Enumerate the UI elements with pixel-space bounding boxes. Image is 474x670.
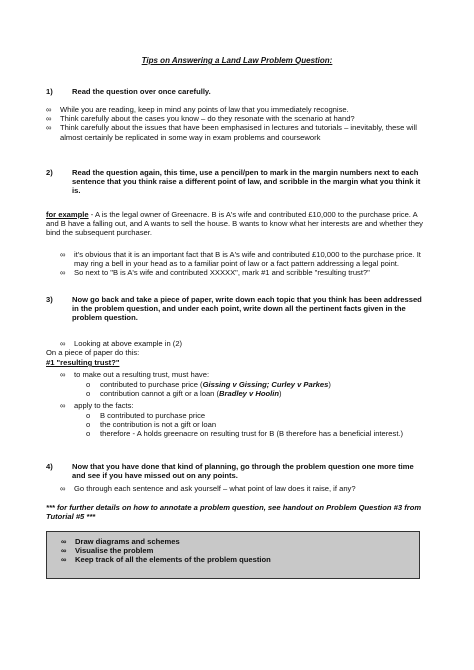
list-item: o B contributed to purchase price: [86, 411, 206, 420]
bullet-icon: ∞: [60, 484, 66, 493]
example-bullets: [60, 250, 426, 278]
list-item: ∞ Think carefully about the issues that have been emphasised in lectures and tutorials – inevitably, these will almost certainly be replicated in some way in exam problems and coursework: [46, 123, 417, 142]
example-text: - A is the legal owner of Greenacre. B is A's wife and contributed £10,000 to the purchase price. A and B have a falling out, and A wants to sell the house. B wants to know what her interests are and whether they bind the subsequent purchaser.: [46, 210, 423, 238]
bullet-icon: ∞: [46, 114, 52, 124]
list-item: ∞ Go through each sentence and ask yourself – what point of law does it raise, if any?: [60, 484, 356, 493]
further-details-note: *** for further details on how to annotate a problem question, see handout on Problem Question #3 from Tutorial #5 ***: [46, 503, 422, 522]
step-4-heading: [46, 462, 426, 482]
list-item: ∞ it's obvious that it is an important fact that B is A's wife and contributed £10,000 to the purchase price. It may ring a bell in your head as to a familiar point of law or a fact pattern addressing a legal point.: [60, 250, 421, 269]
step-number: 4): [46, 462, 53, 471]
example-paragraph: [46, 210, 426, 238]
bullet-icon: ∞: [60, 401, 66, 410]
step-2-heading: [46, 168, 426, 198]
case-citation: Gissing v Gissing; Curley v Parkes: [202, 380, 329, 389]
point-label: #1 "resulting trust?": [46, 358, 120, 367]
step-heading-text: Read the question again, this time, use a pencil/pen to mark in the margin numbers next to each sentence that you think raise a different point of law, and scribble in the margin what you think it is.: [72, 168, 421, 196]
requirements-list: [86, 380, 426, 398]
bullet-icon: ∞: [46, 105, 52, 114]
step-heading-text: Now go back and take a piece of paper, write down each topic that you think has been addressed in the problem question, and under each point, write down all the pertinent facts given in the problem question.: [72, 295, 422, 323]
bullet-icon: ∞: [60, 268, 66, 278]
bullet-icon: ∞: [60, 250, 66, 259]
list-item: o therefore - A holds greenacre on resulting trust for B (B therefore has a beneficial interest.): [86, 429, 404, 439]
list-item: ∞ Visualise the problem: [61, 546, 154, 556]
bullet-icon: ∞: [61, 555, 67, 565]
step-number: 1): [46, 87, 53, 96]
step-heading-text: Now that you have done that kind of planning, go through the problem question one more time and see if you have missed out on any points.: [72, 462, 414, 481]
list-item: o contributed to purchase price (Gissing v Gissing; Curley v Parkes): [86, 380, 331, 389]
summary-box: [46, 531, 420, 579]
case-citation: Bradley v Hoolin: [219, 389, 279, 399]
bullet-icon: ∞: [60, 370, 66, 379]
step-heading-text: Read the question over once carefully.: [72, 87, 211, 96]
step-3-heading: [46, 295, 426, 325]
paper-instruction: On a piece of paper do this:: [46, 348, 140, 357]
list-item: o the contribution is not a gift or loan: [86, 420, 217, 430]
list-item: ∞ apply to the facts:: [60, 401, 134, 410]
list-item: ∞ to make out a resulting trust, must have:: [60, 370, 210, 379]
bullet-icon: ∞: [61, 537, 67, 546]
list-item: ∞ Keep track of all the elements of the problem question: [61, 555, 271, 565]
list-item: o contribution cannot a gift or a loan (Bradley v Hoolin): [86, 389, 282, 399]
list-item: ∞ Looking at above example in (2): [60, 339, 183, 348]
bullet-icon: ∞: [60, 339, 66, 348]
facts-list: [86, 411, 426, 439]
list-item: ∞ Think carefully about the cases you know – do they resonate with the scenario at hand?: [46, 114, 355, 124]
step-1-bullets: [46, 105, 426, 142]
page-title: Tips on Answering a Land Law Problem Question:: [141, 56, 333, 65]
list-item: ∞ Draw diagrams and schemes: [61, 537, 180, 546]
example-label: for example: [46, 210, 89, 219]
step-number: 3): [46, 295, 53, 304]
bullet-icon: ∞: [61, 546, 67, 556]
bullet-icon: ∞: [46, 123, 52, 133]
list-item: ∞ So next to "B is A's wife and contributed XXXXX", mark #1 and scribble "resulting trust?": [60, 268, 370, 278]
list-item: ∞ While you are reading, keep in mind any points of law that you immediately recognise.: [46, 105, 349, 114]
step-number: 2): [46, 168, 53, 177]
